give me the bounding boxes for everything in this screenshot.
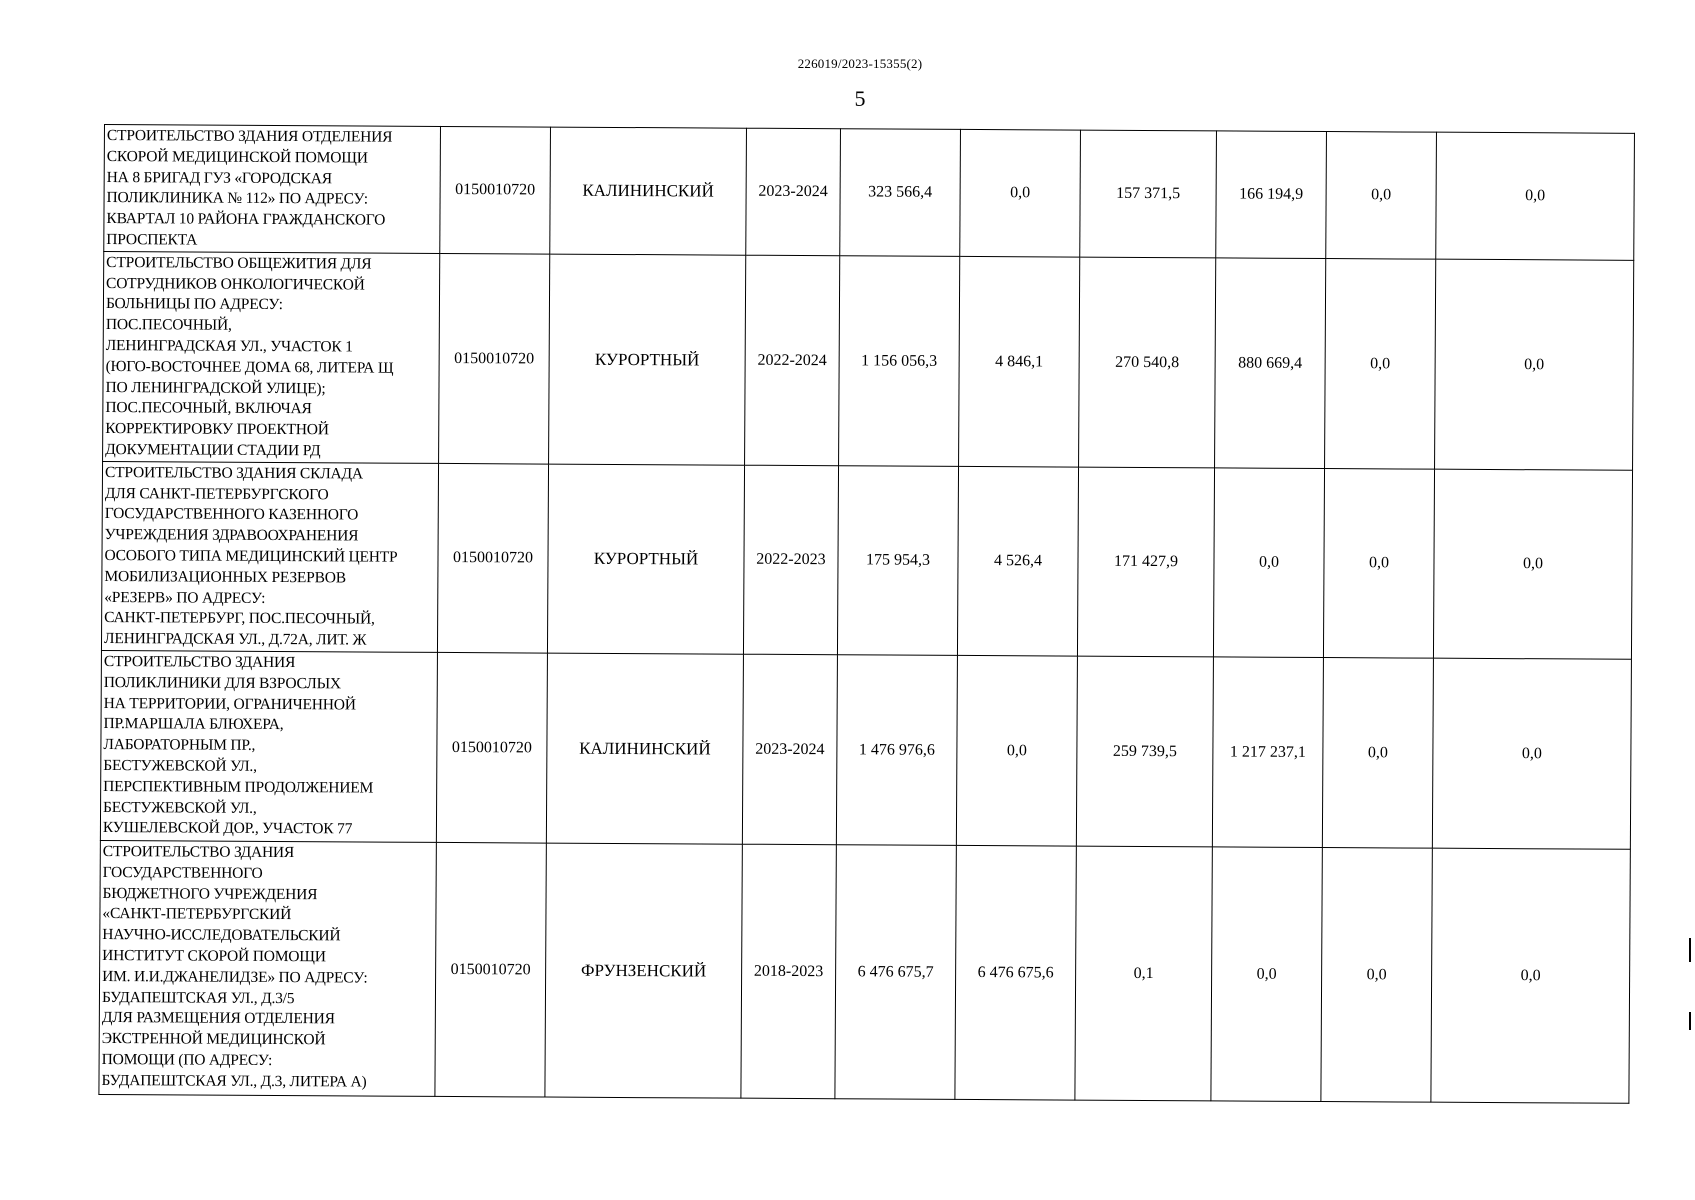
district-cell: КУРОРТНЫЙ xyxy=(547,464,744,654)
code-cell: 0150010720 xyxy=(440,126,551,253)
table-row xyxy=(100,650,1631,849)
amount-cell: 270 540,8 xyxy=(1079,257,1216,468)
amount-cell: 0,0 xyxy=(960,129,1081,256)
scan-edge-mark xyxy=(1689,938,1691,962)
document-registration-number: 226019/2023-15355(2) xyxy=(797,56,923,71)
district-cell: КАЛИНИНСКИЙ xyxy=(546,653,743,844)
table-row xyxy=(104,125,1635,261)
amount-cell: 259 739,5 xyxy=(1076,656,1213,847)
amount-cell: 0,0 xyxy=(1321,847,1432,1102)
total-cost-cell: 1 156 056,3 xyxy=(839,256,960,467)
district-cell: КУРОРТНЫЙ xyxy=(549,254,746,465)
amount-cell: 0,0 xyxy=(1211,847,1322,1102)
code-cell: 0150010720 xyxy=(439,253,550,464)
period-cell: 2022-2024 xyxy=(745,255,840,466)
district-cell: ФРУНЗЕНСКИЙ xyxy=(545,843,742,1098)
total-cost-cell: 323 566,4 xyxy=(840,129,961,256)
amount-cell: 0,0 xyxy=(1323,468,1434,658)
amount-cell: 4 526,4 xyxy=(957,466,1078,656)
scan-edge-mark xyxy=(1689,1012,1691,1030)
total-cost-cell: 6 476 675,7 xyxy=(835,845,956,1100)
object-name-cell: СТРОИТЕЛЬСТВО ОБЩЕЖИТИЯ ДЛЯ СОТРУДНИКОВ ОНКОЛОГИЧЕСКОЙ БОЛЬНИЦЫ ПО АДРЕСУ: ПОС.ПЕСОЧНЫЙ, ЛЕНИНГРАДСКАЯ УЛ., УЧАСТОК 1 (ЮГО-ВОСТОЧНЕЕ ДОМА 68, ЛИТЕРА Щ ПО ЛЕНИНГРАДСКОЙ УЛИЦЕ); ПОС.ПЕСОЧНЫЙ, ВКЛЮЧАЯ КОРРЕКТИРОВКУ ПРОЕКТНОЙ ДОКУМЕНТАЦИИ СТАДИИ РД xyxy=(103,251,440,463)
amount-cell: 0,0 xyxy=(956,655,1077,846)
amount-cell: 157 371,5 xyxy=(1080,130,1217,258)
amount-cell: 0,0 xyxy=(1436,132,1635,260)
table-row xyxy=(103,251,1634,470)
period-cell: 2018-2023 xyxy=(741,844,836,1099)
period-cell: 2023-2024 xyxy=(746,128,841,255)
code-cell: 0150010720 xyxy=(435,842,546,1097)
period-cell: 2023-2024 xyxy=(742,654,837,845)
amount-cell: 0,0 xyxy=(1433,469,1632,659)
amount-cell: 0,0 xyxy=(1325,258,1436,469)
total-cost-cell: 1 476 976,6 xyxy=(836,655,957,846)
amount-cell: 0,0 xyxy=(1432,658,1631,849)
table-row xyxy=(101,461,1632,659)
table-row xyxy=(99,840,1630,1103)
amount-cell: 166 194,9 xyxy=(1216,131,1327,258)
district-cell: КАЛИНИНСКИЙ xyxy=(550,127,747,255)
code-cell: 0150010720 xyxy=(437,463,548,653)
amount-cell: 0,0 xyxy=(1326,132,1437,259)
object-name-cell: СТРОИТЕЛЬСТВО ЗДАНИЯ ПОЛИКЛИНИКИ ДЛЯ ВЗРОСЛЫХ НА ТЕРРИТОРИИ, ОГРАНИЧЕННОЙ ПР.МАРШАЛА БЛЮХЕРА, ЛАБОРАТОРНЫМ ПР., БЕСТУЖЕВСКОЙ УЛ., ПЕРСПЕКТИВНЫМ ПРОДОЛЖЕНИЕМ БЕСТУЖЕВСКОЙ УЛ., КУШЕЛЕВСКОЙ ДОР., УЧАСТОК 77 xyxy=(100,650,437,842)
amount-cell: 0,0 xyxy=(1322,657,1433,848)
amount-cell: 0,0 xyxy=(1213,468,1324,658)
amount-cell: 1 217 237,1 xyxy=(1212,657,1323,848)
page-number: 5 xyxy=(854,86,866,111)
amount-cell: 0,0 xyxy=(1431,848,1630,1103)
total-cost-cell: 175 954,3 xyxy=(837,465,958,655)
code-cell: 0150010720 xyxy=(436,652,547,843)
scanned-table-sheet xyxy=(98,124,1634,1104)
amount-cell: 171 427,9 xyxy=(1077,467,1214,657)
object-name-cell: СТРОИТЕЛЬСТВО ЗДАНИЯ ГОСУДАРСТВЕННОГО БЮДЖЕТНОГО УЧРЕЖДЕНИЯ «САНКТ-ПЕТЕРБУРГСКИЙ НАУЧНО-ИССЛЕДОВАТЕЛЬСКИЙ ИНСТИТУТ СКОРОЙ ПОМОЩИ ИМ. И.И.ДЖАНЕЛИДЗЕ» ПО АДРЕСУ: БУДАПЕШТСКАЯ УЛ., Д.3/5 ДЛЯ РАЗМЕЩЕНИЯ ОТДЕЛЕНИЯ ЭКСТРЕННОЙ МЕДИЦИНСКОЙ ПОМОЩИ (ПО АДРЕСУ: БУДАПЕШТСКАЯ УЛ., Д.3, ЛИТЕРА А) xyxy=(99,840,436,1096)
amount-cell: 880 669,4 xyxy=(1215,258,1326,469)
object-name-cell: СТРОИТЕЛЬСТВО ЗДАНИЯ СКЛАДА ДЛЯ САНКТ-ПЕТЕРБУРГСКОГО ГОСУДАРСТВЕННОГО КАЗЕННОГО УЧРЕЖДЕНИЯ ЗДРАВООХРАНЕНИЯ ОСОБОГО ТИПА МЕДИЦИНСКИЙ ЦЕНТР МОБИЛИЗАЦИОННЫХ РЕЗЕРВОВ «РЕЗЕРВ» ПО АДРЕСУ: САНКТ-ПЕТЕРБУРГ, ПОС.ПЕСОЧНЫЙ, ЛЕНИНГРАДСКАЯ УЛ., Д.72А, ЛИТ. Ж xyxy=(101,461,438,652)
amount-cell: 0,0 xyxy=(1435,259,1634,470)
amount-cell: 4 846,1 xyxy=(959,256,1080,467)
period-cell: 2022-2023 xyxy=(743,465,838,655)
object-name-cell: СТРОИТЕЛЬСТВО ЗДАНИЯ ОТДЕЛЕНИЯ СКОРОЙ МЕДИЦИНСКОЙ ПОМОЩИ НА 8 БРИГАД ГУЗ «ГОРОДСКАЯ ПОЛИКЛИНИКА № 112» ПО АДРЕСУ: КВАРТАЛ 10 РАЙОНА ГРАЖДАНСКОГО ПРОСПЕКТА xyxy=(104,125,441,254)
amount-cell: 6 476 675,6 xyxy=(955,845,1076,1100)
amount-cell: 0,1 xyxy=(1075,846,1212,1101)
investment-objects-table xyxy=(98,124,1635,1104)
